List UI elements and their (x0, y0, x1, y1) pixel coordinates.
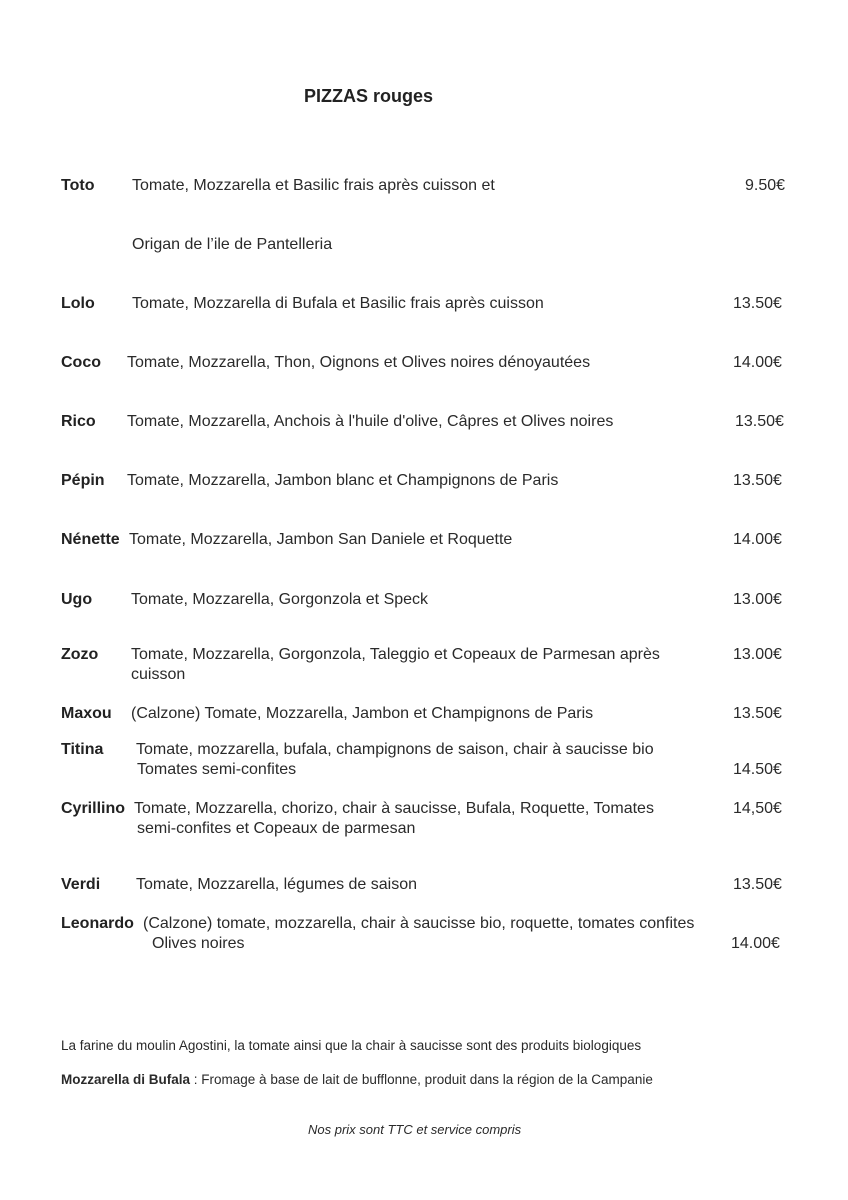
item-description-line2: Origan de l’ile de Pantelleria (132, 236, 333, 253)
item-price: 14.50€ (733, 761, 782, 778)
item-name: Coco (61, 354, 101, 371)
item-name: Ugo (61, 591, 93, 608)
item-price: 13.00€ (733, 646, 782, 663)
item-price: 13.50€ (733, 876, 782, 893)
item-description: Tomate, Mozzarella, Anchois à l'huile d'olive, Câpres et Olives noires (127, 413, 614, 430)
item-description-line2: cuisson (131, 666, 186, 683)
item-name: Toto (61, 177, 95, 194)
item-price: 14,50€ (733, 800, 782, 817)
item-description: (Calzone) tomate, mozzarella, chair à saucisse bio, roquette, tomates confites (143, 915, 695, 932)
item-price: 13.50€ (733, 295, 782, 312)
item-name: Pépin (61, 472, 105, 489)
item-description: Tomate, Mozzarella, chorizo, chair à saucisse, Bufala, Roquette, Tomates (134, 800, 654, 817)
item-name: Titina (61, 741, 104, 758)
organic-note: La farine du moulin Agostini, la tomate ainsi que la chair à saucisse sont des produits biologiques (61, 1038, 642, 1053)
item-price: 13.50€ (735, 413, 784, 430)
item-price: 13.50€ (733, 472, 782, 489)
item-description: Tomate, Mozzarella, Thon, Oignons et Olives noires dénoyautées (127, 354, 591, 371)
item-price: 13.00€ (733, 591, 782, 608)
item-description: Tomate, Mozzarella, Gorgonzola et Speck (131, 591, 429, 608)
item-name: Cyrillino (61, 800, 126, 817)
item-description: Tomate, mozzarella, bufala, champignons de saison, chair à saucisse bio (136, 741, 654, 758)
item-description: (Calzone) Tomate, Mozzarella, Jambon et Champignons de Paris (131, 705, 594, 722)
bufala-text: : Fromage à base de lait de bufflonne, produit dans la région de la Campanie (190, 1072, 653, 1087)
item-price: 14.00€ (731, 935, 780, 952)
bufala-note (61, 1072, 653, 1087)
bufala-label: Mozzarella di Bufala (61, 1072, 191, 1087)
item-name: Nénette (61, 531, 120, 548)
item-description: Tomate, Mozzarella, Gorgonzola, Taleggio et Copeaux de Parmesan après (131, 646, 660, 663)
item-price: 9.50€ (745, 177, 786, 194)
item-name: Verdi (61, 876, 101, 893)
item-name: Leonardo (61, 915, 134, 932)
item-name: Lolo (61, 295, 95, 312)
item-description-line2: semi-confites et Copeaux de parmesan (137, 820, 416, 837)
item-description: Tomate, Mozzarella, légumes de saison (136, 876, 418, 893)
item-name: Maxou (61, 705, 112, 722)
item-description-line2: Tomates semi-confites (137, 761, 297, 778)
item-description: Tomate, Mozzarella di Bufala et Basilic frais après cuisson (132, 295, 544, 312)
item-name: Zozo (61, 646, 99, 663)
item-description: Tomate, Mozzarella, Jambon blanc et Champignons de Paris (127, 472, 559, 489)
item-price: 14.00€ (733, 531, 782, 548)
item-description-line2: Olives noires (152, 935, 245, 952)
item-price: 13.50€ (733, 705, 782, 722)
item-description: Tomate, Mozzarella, Jambon San Daniele et Roquette (129, 531, 513, 548)
item-name: Rico (61, 413, 96, 430)
price-footer: Nos prix sont TTC et service compris (308, 1122, 522, 1137)
item-description: Tomate, Mozzarella et Basilic frais après cuisson et (132, 177, 495, 194)
page-title: PIZZAS rouges (304, 86, 434, 106)
item-price: 14.00€ (733, 354, 782, 371)
